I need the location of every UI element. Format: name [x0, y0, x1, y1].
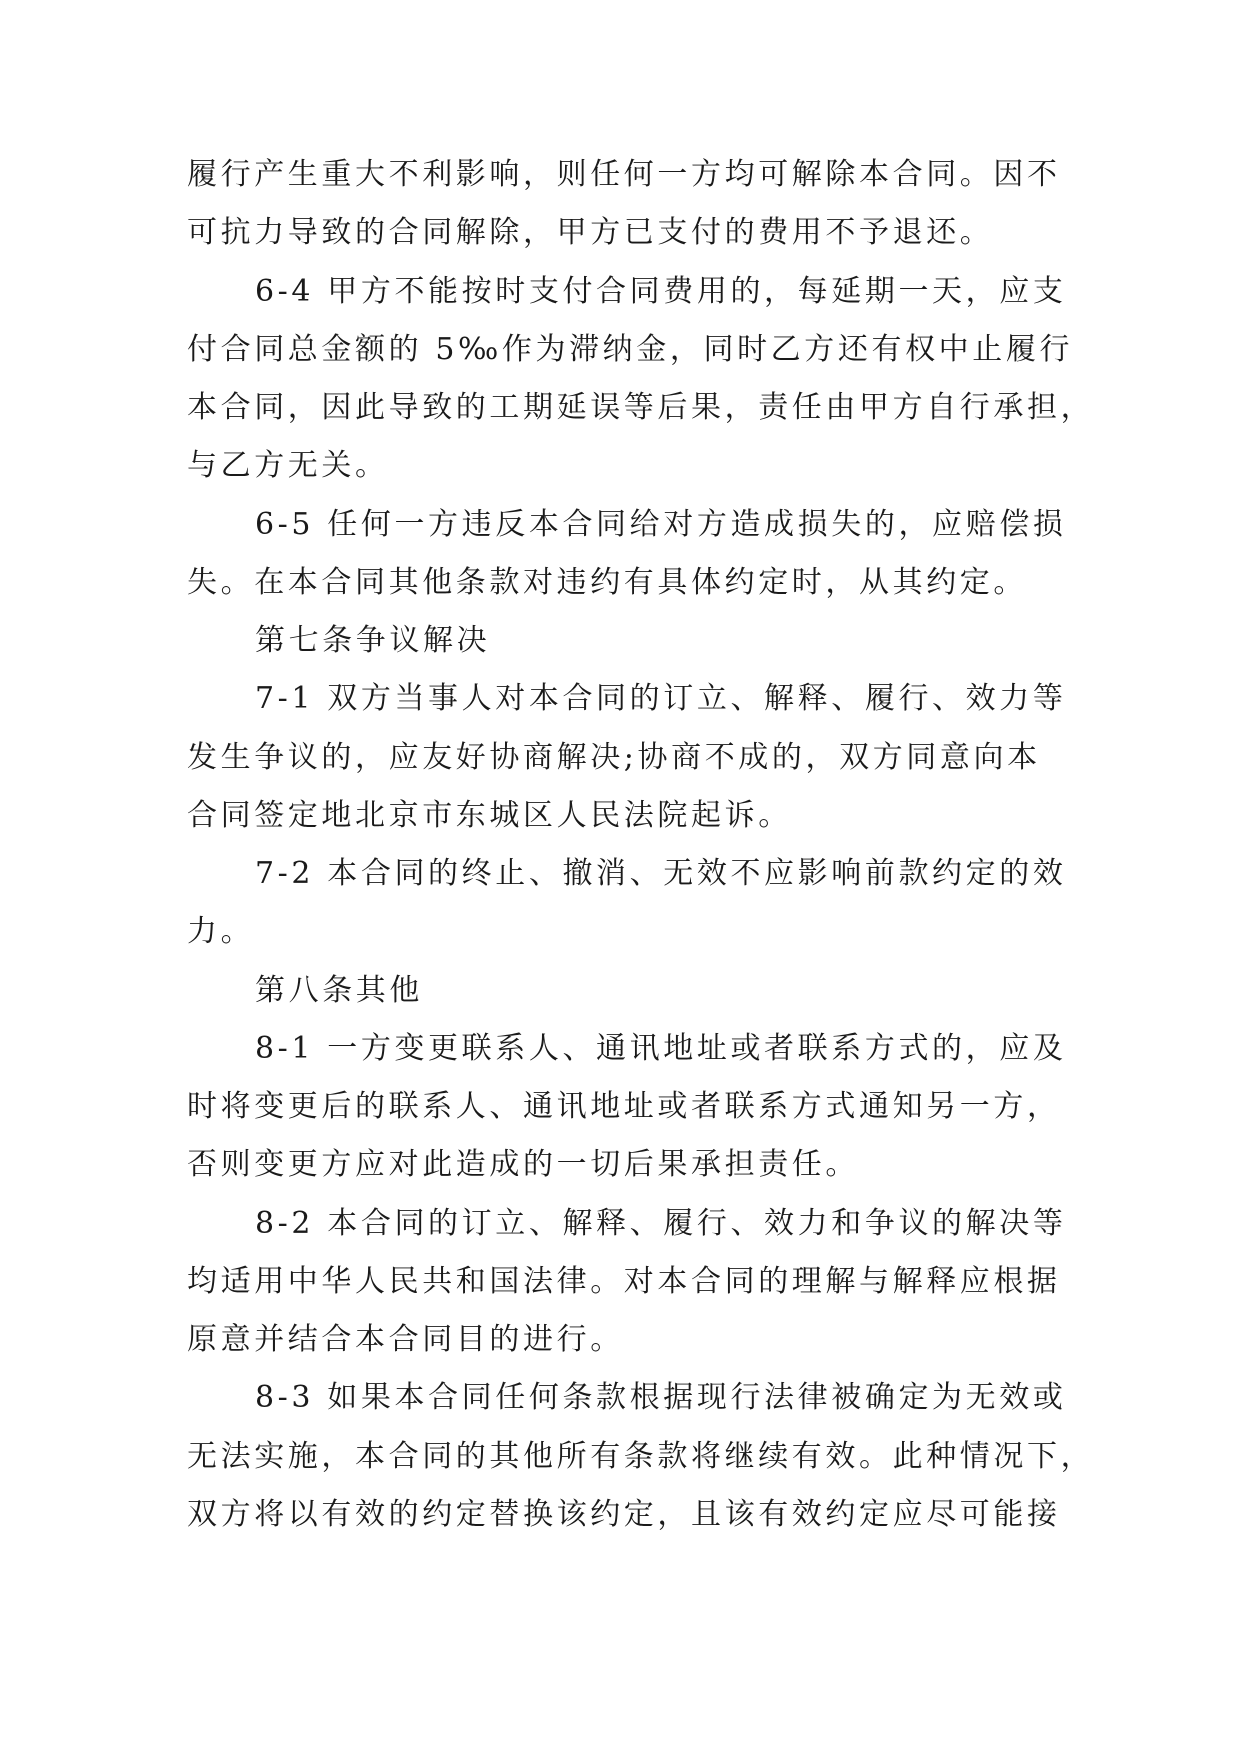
text-line: 否则变更方应对此造成的一切后果承担责任。: [187, 1147, 859, 1182]
text-line: 时将变更后的联系人、通讯地址或者联系方式通知另一方，: [187, 1089, 1061, 1124]
text-line: 可抗力导致的合同解除，甲方已支付的费用不予退还。: [187, 215, 994, 250]
text-line: 与乙方无关。: [187, 448, 389, 483]
text-line: 双方将以有效的约定替换该约定，且该有效约定应尽可能接: [187, 1497, 1061, 1532]
text-line: 本合同，因此导致的工期延误等后果，责任由甲方自行承担，: [187, 390, 1095, 425]
clause-6-4-line: 6-4 甲方不能按时支付合同费用的，每延期一天，应支: [255, 274, 1067, 309]
text-line: 无法实施，本合同的其他所有条款将继续有效。此种情况下，: [187, 1439, 1095, 1474]
text-line: 均适用中华人民共和国法律。对本合同的理解与解释应根据: [187, 1264, 1061, 1299]
text-line: 力。: [187, 914, 255, 949]
clause-7-2-line: 7-2 本合同的终止、撤消、无效不应影响前款约定的效: [255, 856, 1067, 891]
article-7-heading: 第七条争议解决: [255, 623, 491, 658]
text-line: 履行产生重大不利影响，则任何一方均可解除本合同。因不: [187, 157, 1061, 192]
text-line: 合同签定地北京市东城区人民法院起诉。: [187, 798, 792, 833]
article-8-heading: 第八条其他: [255, 973, 423, 1008]
clause-8-2-line: 8-2 本合同的订立、解释、履行、效力和争议的解决等: [255, 1206, 1067, 1241]
clause-8-3-line: 8-3 如果本合同任何条款根据现行法律被确定为无效或: [255, 1380, 1067, 1415]
text-line: 原意并结合本合同目的进行。: [187, 1322, 624, 1357]
clause-8-1-line: 8-1 一方变更联系人、通讯地址或者联系方式的，应及: [255, 1031, 1067, 1066]
text-line: 发生争议的，应友好协商解决;协商不成的，双方同意向本: [187, 740, 1041, 775]
clause-7-1-line: 7-1 双方当事人对本合同的订立、解释、履行、效力等: [255, 681, 1067, 716]
text-line: 付合同总金额的 5‰作为滞纳金，同时乙方还有权中止履行: [187, 332, 1074, 367]
clause-6-5-line: 6-5 任何一方违反本合同给对方造成损失的，应赔偿损: [255, 507, 1067, 542]
text-line: 失。在本合同其他条款对违约有具体约定时，从其约定。: [187, 565, 1027, 600]
